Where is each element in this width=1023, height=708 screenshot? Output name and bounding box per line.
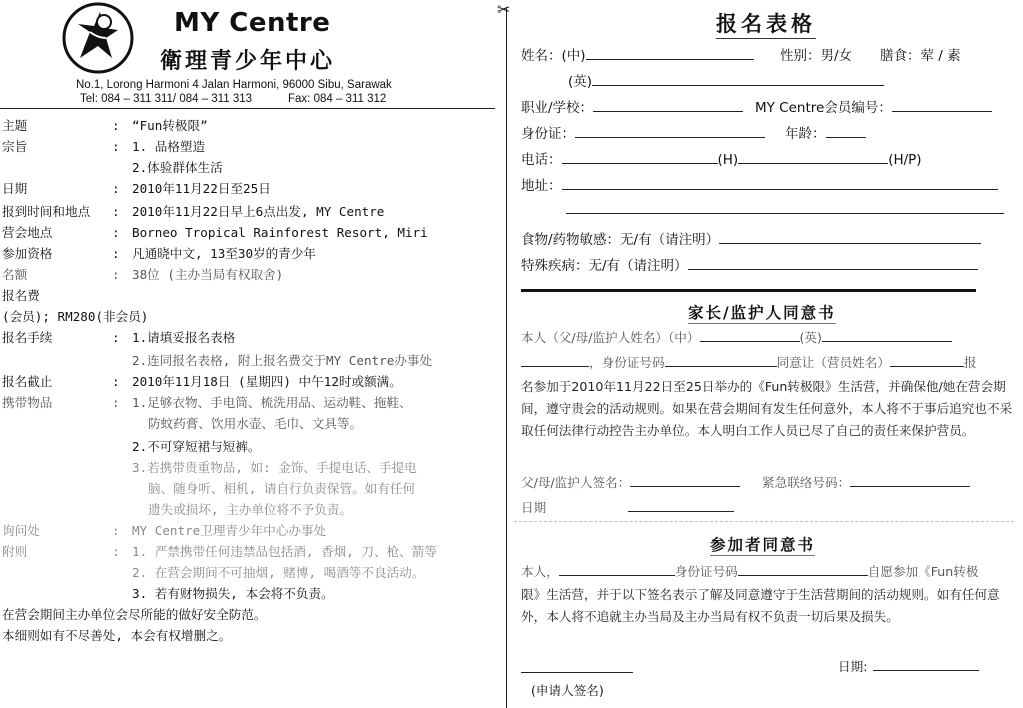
page-divider (506, 8, 507, 708)
fax-text: Fax: 084 – 311 312 (288, 93, 387, 105)
info-row-cont: 2.连同报名表格, 附上报名费交于MY Centre办事处 (132, 353, 433, 368)
ic-row: 身份证： (521, 123, 765, 145)
disease-row: 特殊疾病：无/有（请注明） (521, 255, 978, 277)
note-line: 本细则如有不尽善处, 本会有权增删之。 (2, 628, 232, 643)
age-field[interactable] (826, 124, 866, 138)
centre-name-en: MY Centre (174, 8, 331, 38)
info-row-cont: 3.若携带贵重物品, 如: 金饰、手提电话、手提电 (132, 460, 417, 475)
member-no-row: MY Centre会员编号： (755, 97, 992, 119)
info-row-cont: 2.体验群体生活 (132, 160, 223, 175)
info-row-cont: 遗失或损坏, 主办单位将不予负责。 (148, 502, 353, 517)
note-line: 在营会期间主办单位会尽所能的做好安全防范。 (2, 607, 267, 622)
participant-date-row: 日期: (838, 656, 979, 678)
participant-line-1: 本人， 身份证号码 自愿参加《Fun转极 (521, 564, 979, 579)
participant-sign-line[interactable] (521, 672, 633, 673)
info-row-cont: 2. 在营会期间不可抽烟, 赌博, 喝酒等不良活动。 (132, 565, 425, 580)
address-field-1[interactable] (562, 176, 998, 190)
participant-name-field-2[interactable] (559, 562, 675, 576)
info-row-cont: 防蚊药膏、饮用水壶、毛巾、文具等。 (148, 416, 363, 431)
address-field-2[interactable] (566, 200, 1004, 214)
emergency-row: 紧急联络号码： (762, 472, 970, 494)
phone-home-field[interactable] (562, 150, 718, 164)
guardian-sign-row: 父/母/监护人签名： (521, 472, 740, 494)
guardian-line-1: 本人（父/母/监护人姓名）（中） (英) (521, 327, 952, 349)
guardian-title: 家长/监护人同意书 (688, 303, 836, 322)
info-row: 营会地点 : Borneo Tropical Rainforest Resort, Miri (2, 225, 428, 240)
info-row: 询问处 : MY Centre卫理青少年中心办事处 (2, 523, 327, 538)
info-row-cont: 3. 若有财物损失, 本会将不负责。 (132, 586, 334, 601)
emergency-field[interactable] (850, 473, 970, 487)
section-rule (521, 289, 976, 292)
name-en-field[interactable] (592, 72, 884, 86)
guardian-line-2: ，身份证号码 同意让（营员姓名） 报 (521, 352, 977, 374)
guardian-sign-field[interactable] (630, 473, 740, 487)
phone-mobile-field[interactable] (738, 150, 888, 164)
participant-paragraph: 限》生活营，并于以下签名表示了解及同意遵守于生活营期间的活动规则。如有任何意外，本人将不追就主办当局及主办当局有权不负责一切后果及损失。 (521, 587, 1000, 624)
info-row: 参加资格 : 凡通晓中文, 13至30岁的青少年 (2, 246, 317, 261)
info-row-cont: 脑、随身听、相机, 请自行负责保管。如有任何 (148, 481, 416, 496)
phone-row: 电话： (H) (H/P) (521, 152, 922, 168)
diet-text: 膳食：荤 / 素 (880, 48, 961, 64)
participant-name-field[interactable] (890, 353, 964, 367)
info-row: 报名费 (2, 288, 40, 303)
form-title: 报名表格 (716, 8, 816, 39)
address-row: 地址： (521, 175, 998, 197)
name-cn-row: 姓名：(中) (521, 45, 754, 67)
info-row: 名额 : 38位 (主办当局有权取舍) (2, 267, 284, 282)
ic-field[interactable] (575, 124, 765, 138)
applicant-sign-label: (申请人签名) (531, 683, 604, 698)
guardian-paragraph: 名参加于2010年11月22日至25日举办的《Fun转极限》生活营，并确保他/她在营会期间，遵守贵会的活动规则。如果在营会期间有发生任何意外，本人将不于事后追究也不采取任何法律行动控告主办单位。本人明白工作人员已尽了自己的责任来保护营员。 (521, 379, 1013, 438)
name-en-row: (英) (568, 71, 884, 93)
address-row-2 (566, 199, 1004, 221)
tel-text: Tel: 084 – 311 311/ 084 – 311 313 (80, 93, 253, 105)
info-row: 宗旨 : 1. 品格塑造 (2, 139, 206, 154)
guardian-date-field[interactable] (628, 498, 734, 512)
guardian-date-row: 日期 (521, 497, 734, 519)
centre-contact (80, 93, 386, 105)
allergy-field[interactable] (719, 230, 981, 244)
guardian-ic-field[interactable] (665, 353, 777, 367)
info-row: 报到时间和地点 : 2010年11月22日早上6点出发, MY Centre (2, 204, 385, 219)
job-row: 职业/学校： (521, 97, 743, 119)
header-rule (0, 108, 495, 109)
scissors-icon: ✂ (497, 0, 511, 19)
member-no-field[interactable] (892, 98, 992, 112)
name-cn-field[interactable] (586, 46, 754, 60)
section-separator (514, 521, 1014, 522)
disease-field[interactable] (688, 256, 978, 270)
participant-title: 参加者同意书 (710, 535, 816, 554)
centre-address: No.1, Lorong Harmoni 4 Jalan Harmoni, 96000 Sibu, Sarawak (76, 79, 392, 91)
allergy-row: 食物/药物敏感：无/有（请注明） (521, 229, 981, 251)
guardian-name-en-field[interactable] (822, 328, 952, 342)
gender-text: 性别：男/女 (780, 48, 853, 64)
info-row: 附则 : 1. 严禁携带任何违禁品包括酒, 香烟, 刀、枪、箭等 (2, 544, 437, 559)
info-row: (会员); RM280(非会员) (2, 309, 149, 324)
centre-name-cn: 衛理青少年中心 (160, 48, 336, 74)
my-centre-logo (60, 2, 136, 74)
participant-ic-field[interactable] (738, 562, 868, 576)
info-row: 报名手续 : 1.请填妥报名表格 (2, 330, 236, 345)
guardian-name-cn-field[interactable] (700, 328, 800, 342)
info-row: 报名截止 : 2010年11月18日 (星期四) 中午12时或额满。 (2, 374, 402, 389)
info-row: 携带物品 : 1.足够衣物、手电筒、梳洗用品、运动鞋、拖鞋、 (2, 395, 412, 410)
participant-date-field[interactable] (873, 657, 979, 671)
info-row: 日期 : 2010年11月22日至25日 (2, 181, 271, 196)
age-row: 年龄： (785, 123, 866, 145)
job-field[interactable] (593, 98, 743, 112)
info-row-cont: 2.不可穿短裙与短裤。 (132, 439, 261, 454)
guardian-prefix-field[interactable] (521, 353, 589, 367)
info-row: 主题 : “Fun转极限” (2, 118, 208, 133)
